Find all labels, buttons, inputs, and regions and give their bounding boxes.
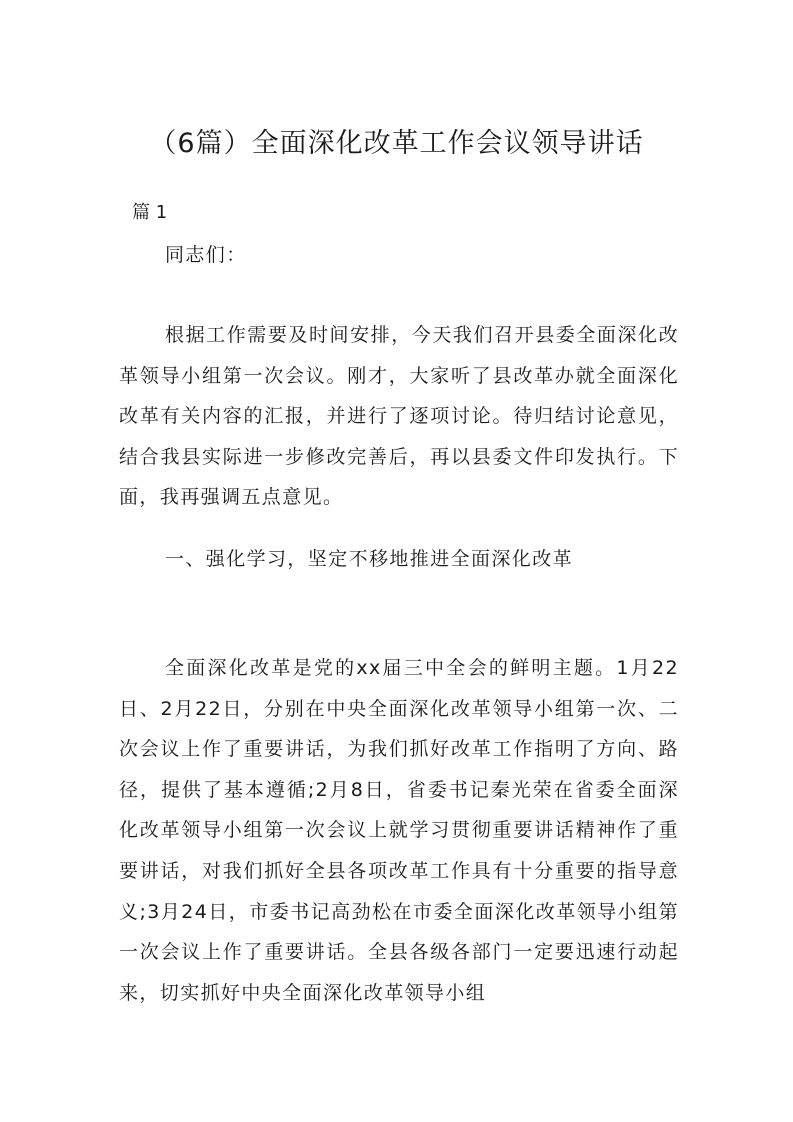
- section-label: 篇 1: [132, 202, 168, 223]
- salutation: 同志们：: [165, 244, 247, 266]
- paragraph: 全面深化改革是党的xx届三中全会的鲜明主题。1月22日、2月22日，分别在中央全面深化改革领导小组第一次、二次会议上作了重要讲话，为我们抓好改革工作指明了方向、路径，提供了基本遵循;2月8日，省委书记秦光荣在省委全面深化改革领导小组第一次会议上就学习贯彻重要讲话精神作了重要讲话，对我们抓好全县各项改革工作具有十分重要的指导意义;3月24日，市委书记高劲松在市委全面深化改革领导小组第一次会议上作了重要讲话。全县各级各部门一定要迅速行动起来，切实抓好中央全面深化改革领导小组: [119, 657, 679, 1004]
- paragraph: 根据工作需要及时间安排，今天我们召开县委全面深化改革领导小组第一次会议。刚才，大家听了县改革办就全面深化改革有关内容的汇报，并进行了逐项讨论。待归结讨论意见，结合我县实际进一步修改完善后，再以县委文件印发执行。下面，我再强调五点意见。: [119, 324, 679, 509]
- section-heading: 一、强化学习，坚定不移地推进全面深化改革: [165, 548, 574, 570]
- document-title: （6篇）全面深化改革工作会议领导讲话: [149, 128, 644, 159]
